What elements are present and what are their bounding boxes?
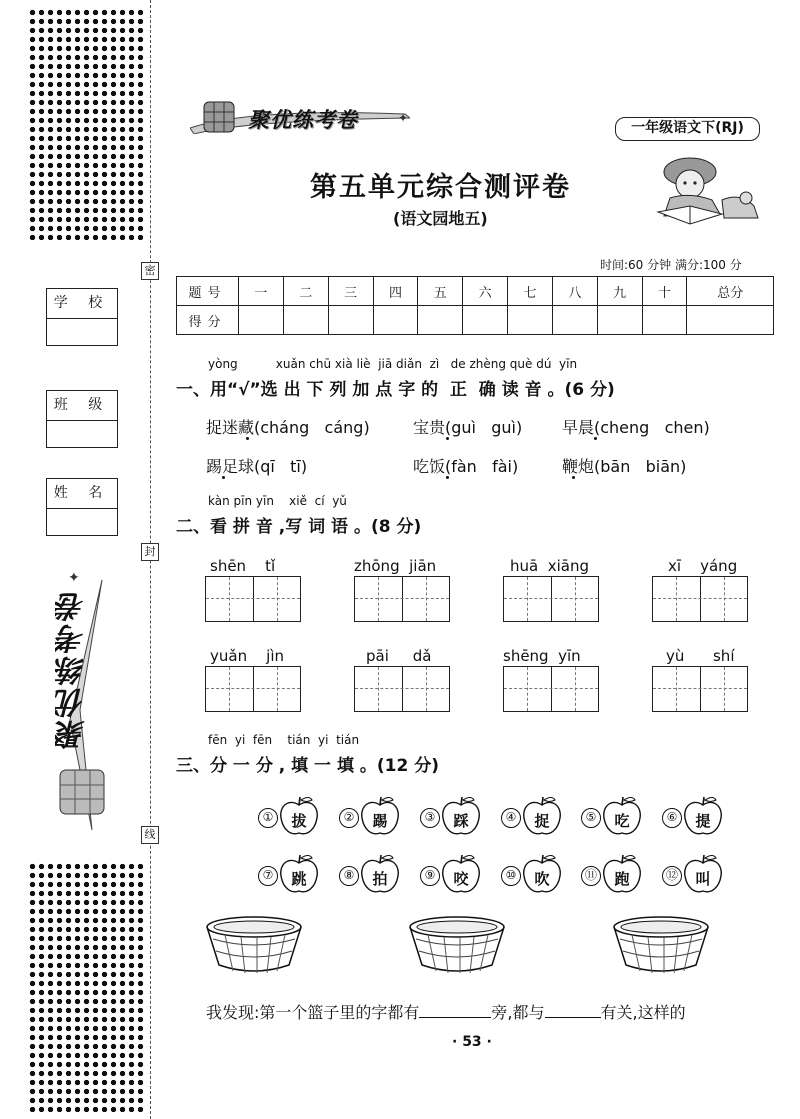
writing-grid[interactable] <box>503 576 599 622</box>
q2-word-pinyin: zhōng jiān <box>354 557 437 575</box>
apple-character: 跳 <box>291 870 307 888</box>
apple-item[interactable] <box>581 852 643 896</box>
name-label: 姓 名 <box>47 479 117 509</box>
page-subtitle: (语文园地五) <box>393 209 488 228</box>
school-input-area[interactable] <box>47 319 117 345</box>
q2-title: 二、看 拼 音 ,写 词 语 。(8 分) <box>176 517 422 537</box>
brand-title: 聚优练考卷 <box>248 108 358 132</box>
seal-mi: 密 <box>141 262 159 280</box>
name-input-area[interactable] <box>47 509 117 535</box>
emphasis-dot <box>572 476 575 479</box>
q1-item[interactable]: 宝贵(guì guì) <box>413 418 523 437</box>
score-cell[interactable] <box>687 306 774 335</box>
apple-number: ⑥ <box>662 808 682 828</box>
name-field[interactable] <box>46 478 118 536</box>
apple-number: ⑧ <box>339 866 359 886</box>
q2-word-pinyin: pāi dǎ <box>366 647 432 665</box>
apple-character: 捉 <box>534 812 550 830</box>
table-header-cell: 十 <box>642 277 687 306</box>
writing-grid[interactable] <box>652 666 748 712</box>
score-cell[interactable] <box>642 306 687 335</box>
apple-character: 吃 <box>614 812 630 830</box>
apple-number: ⑦ <box>258 866 278 886</box>
school-label: 学 校 <box>47 289 117 319</box>
finding-part-3: 有关,这样的 <box>600 1003 686 1022</box>
table-header-cell: 题号 <box>177 277 239 306</box>
q1-pinyin: yòng xuǎn chū xià liè jiā diǎn zì de zhèng què dú yīn <box>208 357 578 371</box>
apple-item[interactable] <box>420 794 482 838</box>
score-table <box>176 276 774 335</box>
apple-character: 拍 <box>372 870 388 888</box>
score-cell[interactable] <box>597 306 642 335</box>
score-cell[interactable] <box>552 306 597 335</box>
writing-grid[interactable] <box>354 666 450 712</box>
apple-item[interactable] <box>581 794 643 838</box>
q3-pinyin: fēn yi fēn tián yi tián <box>208 733 360 747</box>
q1-item[interactable]: 踢足球(qī tī) <box>206 457 308 476</box>
apple-number: ③ <box>420 808 440 828</box>
time-and-score-info: 时间:60 分钟 满分:100 分 <box>600 258 742 272</box>
emphasis-dot <box>446 437 449 440</box>
apple-item[interactable] <box>258 852 320 896</box>
q1-item[interactable]: 吃饭(fàn fài) <box>413 457 519 476</box>
apple-item[interactable] <box>501 794 563 838</box>
emphasis-dot <box>446 476 449 479</box>
table-header-cell: 一 <box>239 277 284 306</box>
table-row <box>177 277 774 306</box>
score-cell[interactable] <box>463 306 508 335</box>
apple-item[interactable] <box>420 852 482 896</box>
seal-feng: 封 <box>141 543 159 561</box>
svg-text:✦: ✦ <box>68 570 80 586</box>
emphasis-dot <box>222 476 225 479</box>
finding-sentence <box>206 1000 686 1023</box>
score-cell[interactable] <box>418 306 463 335</box>
bottom-dot-pattern <box>28 862 146 1112</box>
apple-item[interactable] <box>339 852 401 896</box>
q2-pinyin: kàn pīn yīn xiě cí yǔ <box>208 494 347 508</box>
apple-item[interactable] <box>501 852 563 896</box>
q2-word-pinyin: yuǎn jìn <box>210 647 284 665</box>
apple-number: ⑨ <box>420 866 440 886</box>
basket-icon[interactable] <box>408 915 506 977</box>
apple-number: ① <box>258 808 278 828</box>
q2-word-pinyin: yù shí <box>666 647 735 665</box>
writing-grid[interactable] <box>205 666 301 712</box>
table-header-cell: 总分 <box>687 277 774 306</box>
score-cell[interactable] <box>239 306 284 335</box>
apple-number: ⑫ <box>662 866 682 886</box>
q1-item[interactable]: 鞭炮(bān biān) <box>562 457 687 476</box>
vertical-brand-text: 聚优练考卷 <box>56 590 91 750</box>
school-field[interactable] <box>46 288 118 346</box>
class-input-area[interactable] <box>47 421 117 447</box>
grade-badge: 一年级语文下(RJ) <box>615 117 760 141</box>
svg-text:✦: ✦ <box>398 111 409 125</box>
apple-character: 吹 <box>534 870 550 888</box>
table-header-cell: 七 <box>508 277 553 306</box>
q3-title: 三、分 一 分 , 填 一 填 。(12 分) <box>176 756 440 776</box>
table-row <box>177 306 774 335</box>
blank-radical[interactable] <box>419 1004 491 1018</box>
apple-number: ② <box>339 808 359 828</box>
score-cell[interactable] <box>283 306 328 335</box>
score-cell[interactable] <box>328 306 373 335</box>
apple-number: ⑪ <box>581 866 601 886</box>
q1-item[interactable]: 捉迷藏(cháng cáng) <box>206 418 370 437</box>
class-label: 班 级 <box>47 391 117 421</box>
page-title: 第五单元综合测评卷 <box>310 172 571 203</box>
writing-grid[interactable] <box>503 666 599 712</box>
basket-icon[interactable] <box>205 915 303 977</box>
emphasis-dot <box>246 437 249 440</box>
apple-item[interactable] <box>339 794 401 838</box>
girl-reading-illustration <box>650 148 762 230</box>
q2-word-pinyin: shēn tǐ <box>210 557 276 575</box>
score-cell[interactable] <box>373 306 418 335</box>
q2-word-pinyin: huā xiāng <box>510 557 590 575</box>
apple-item[interactable] <box>258 794 320 838</box>
apple-number: ⑩ <box>501 866 521 886</box>
q2-word-pinyin: shēng yīn <box>503 647 581 665</box>
apple-item[interactable] <box>662 852 724 896</box>
emphasis-dot <box>594 437 597 440</box>
table-header-cell: 八 <box>552 277 597 306</box>
table-header-cell: 六 <box>463 277 508 306</box>
table-header-cell: 九 <box>597 277 642 306</box>
score-cell[interactable] <box>508 306 553 335</box>
writing-grid[interactable] <box>652 576 748 622</box>
table-header-cell: 三 <box>328 277 373 306</box>
q1-item[interactable]: 早晨(cheng chen) <box>562 418 710 437</box>
finding-part-1: 我发现:第一个篮子里的字都有 <box>206 1003 420 1022</box>
apple-character: 提 <box>695 812 711 830</box>
apple-character: 踢 <box>372 812 388 830</box>
apple-character: 踩 <box>453 812 469 830</box>
apple-character: 咬 <box>453 870 469 888</box>
q1-title: 一、用“√”选 出 下 列 加 点 字 的 正 确 读 音 。(6 分) <box>176 380 615 400</box>
table-header-cell: 四 <box>373 277 418 306</box>
apple-number: ⑤ <box>581 808 601 828</box>
page-number: · 53 · <box>452 1034 492 1050</box>
writing-grid[interactable] <box>205 576 301 622</box>
basket-icon[interactable] <box>612 915 710 977</box>
apple-character: 叫 <box>695 870 711 888</box>
apple-character: 拔 <box>291 812 307 830</box>
apple-character: 跑 <box>614 870 630 888</box>
apple-item[interactable] <box>662 794 724 838</box>
table-row-label: 得分 <box>177 306 239 335</box>
table-header-cell: 五 <box>418 277 463 306</box>
q2-word-pinyin: xī yáng <box>668 557 738 575</box>
top-dot-pattern <box>28 8 146 240</box>
blank-meaning[interactable] <box>545 1004 601 1018</box>
class-field[interactable] <box>46 390 118 448</box>
table-header-cell: 二 <box>283 277 328 306</box>
finding-part-2: 旁,都与 <box>491 1003 545 1022</box>
seal-xian: 线 <box>141 826 159 844</box>
apple-number: ④ <box>501 808 521 828</box>
writing-grid[interactable] <box>354 576 450 622</box>
